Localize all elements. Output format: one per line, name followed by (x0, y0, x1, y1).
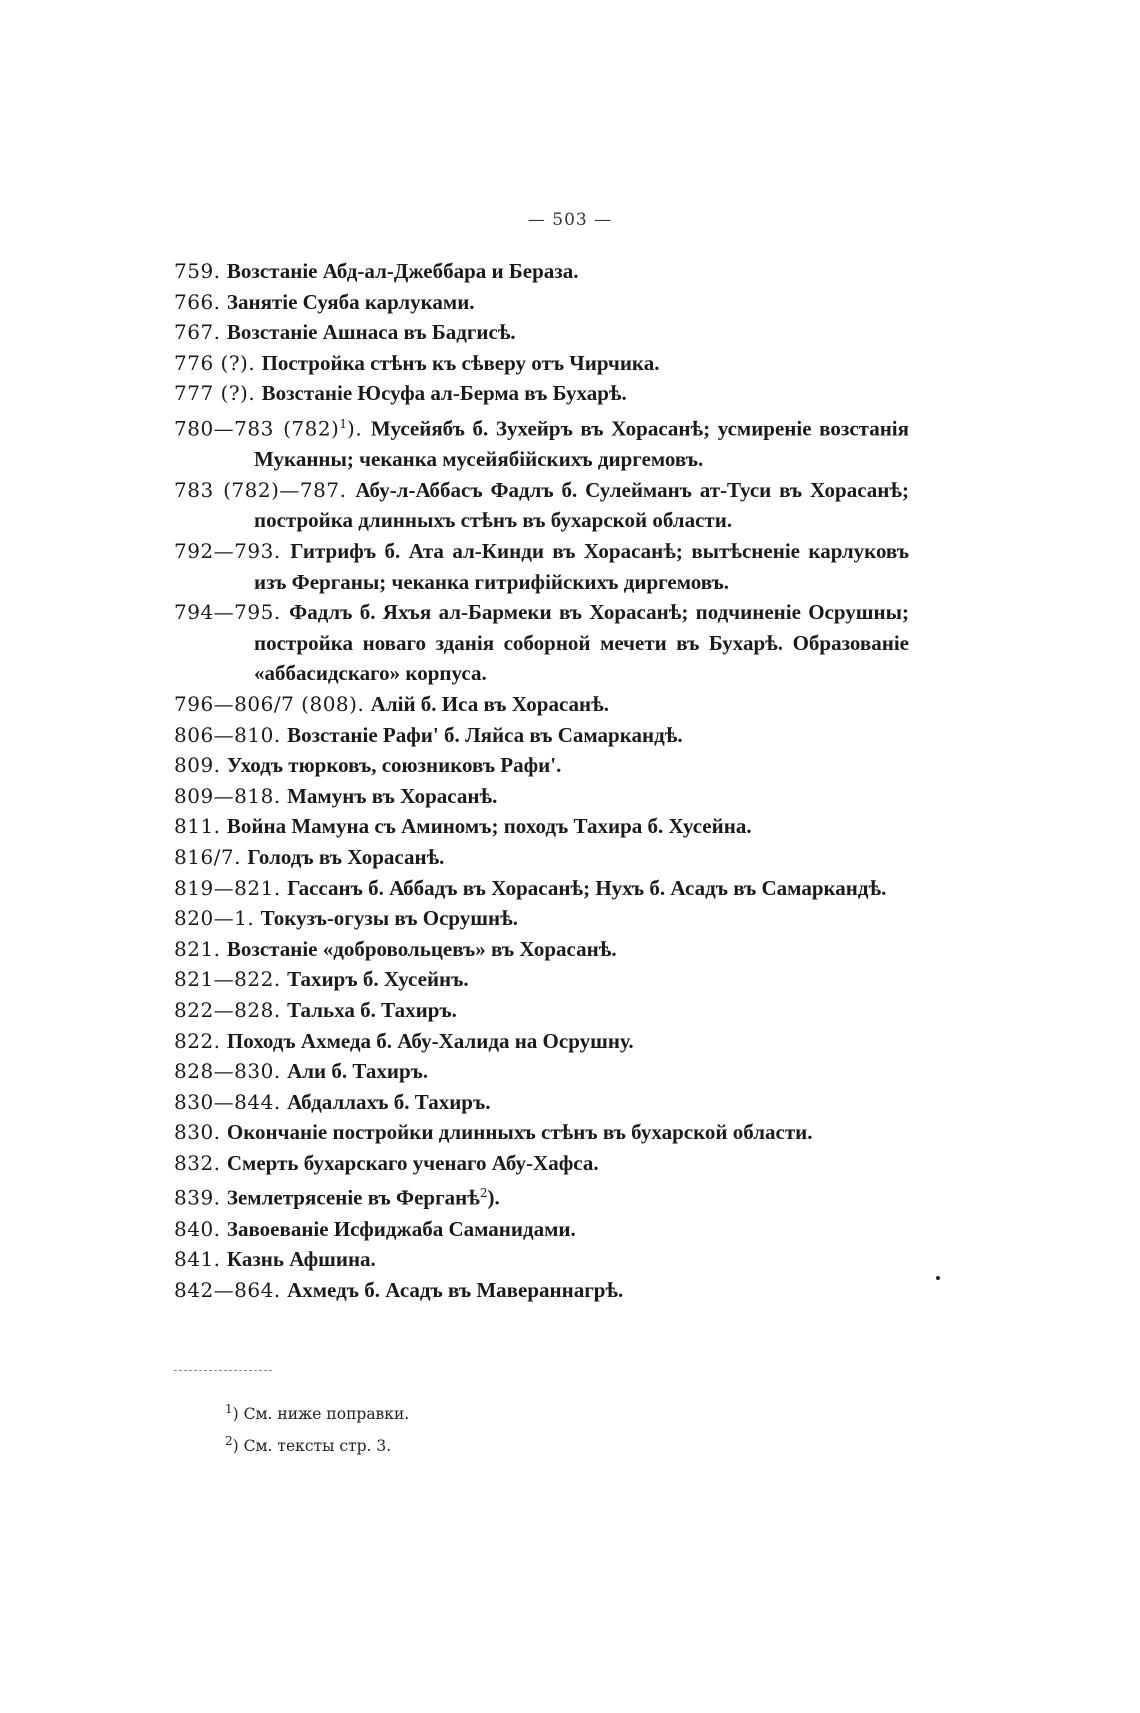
entry-text: Тахиръ б. Хусейнъ. (287, 967, 469, 992)
footnote (225, 1396, 409, 1428)
entry-text: Тальха б. Тахиръ. (287, 997, 457, 1022)
entry-text: Фадлъ б. Яхъя ал-Бармеки въ Хорасанѣ; подчиненіе Осрушны; постройка новаго зданія соборной мечети въ Бухарѣ. Образованіе «аббасидскаго» корпуса. (254, 600, 909, 686)
chronology-entry (174, 781, 909, 812)
entry-text: Занятіе Суяба карлуками. (226, 289, 475, 314)
entry-year: 816/7. (174, 844, 241, 869)
entry-text: Абдаллахъ б. Тахиръ. (287, 1089, 491, 1114)
entry-text: Землетрясеніе въ Ферганѣ (226, 1186, 480, 1211)
entry-year: 792—793. (174, 539, 281, 563)
entry-year: 776 (?). (174, 350, 256, 375)
chronology-entry (174, 1117, 909, 1148)
footnote-separator (174, 1370, 272, 1371)
entry-text: Завоеваніе Исфиджаба Саманидами. (226, 1216, 576, 1241)
entry-text: Алій б. Иса въ Хорасанѣ. (370, 691, 610, 716)
entry-year: 830. (174, 1120, 221, 1145)
chronology-entry (174, 409, 909, 475)
entry-year: 839. (174, 1186, 221, 1211)
entry-text: Гассанъ б. Аббадъ въ Хорасанѣ; Нухъ б. Асадъ въ Самаркандѣ. (287, 875, 887, 900)
entry-year: 819—821. (174, 875, 281, 900)
chronology-entry (174, 1026, 909, 1057)
chronology-entry (174, 317, 909, 348)
entry-text: Окончаніе постройки длинныхъ стѣнъ въ бухарской области. (226, 1120, 813, 1145)
chronology-entry (174, 475, 909, 536)
footnote-ref: 2 (479, 1186, 488, 1201)
chronology-entry (174, 536, 909, 597)
chronology-entry (174, 1056, 909, 1087)
entry-text: Мамунъ въ Хорасанѣ. (287, 783, 498, 808)
footnote (225, 1428, 409, 1460)
entry-year: 780—783 (782) (174, 416, 340, 441)
entry-year: 828—830. (174, 1059, 281, 1084)
entry-text: Ахмедъ б. Асадъ въ Мавераннагрѣ. (287, 1277, 624, 1302)
footnote-mark: 2 (225, 1434, 233, 1449)
entry-year: 806—810. (174, 722, 281, 747)
entry-year: 821. (174, 936, 221, 961)
entry-text: Возстаніе Юсуфа ал-Берма въ Бухарѣ. (261, 381, 627, 406)
chronology-entry (174, 842, 909, 873)
entry-year: 767. (174, 320, 221, 345)
entry-text: Возстаніе Рафи' б. Ляйса въ Самаркандѣ. (287, 722, 683, 747)
footnote-text: ) См. тексты стр. 3. (232, 1437, 392, 1456)
entry-text-suffix: ). (487, 1186, 500, 1211)
entry-text: Возстаніе Ашнаса въ Бадгисѣ. (226, 320, 516, 345)
chronology-entry (174, 1178, 909, 1213)
chronology-entry (174, 1214, 909, 1245)
entry-text: Али б. Тахиръ. (287, 1059, 429, 1084)
entry-text: Походъ Ахмеда б. Абу-Халида на Осрушну. (226, 1028, 634, 1053)
footnote-text: ) См. ниже поправки. (232, 1405, 410, 1424)
entry-year: 796—806/7 (808). (174, 691, 365, 716)
chronology-entry (174, 689, 909, 720)
entry-year: 777 (?). (174, 381, 256, 406)
entry-year-suffix: ). (347, 416, 363, 441)
entry-text: Возстаніе Абд-ал-Джеббара и Бераза. (226, 259, 579, 283)
entry-year: 842—864. (174, 1277, 281, 1302)
chronology-entry (174, 1275, 909, 1306)
chronology-entry (174, 995, 909, 1026)
entry-year: 840. (174, 1216, 221, 1241)
entry-year: 766. (174, 289, 221, 314)
entry-text: Возстаніе «добровольцевъ» въ Хорасанѣ. (226, 936, 617, 961)
entry-text: Токузъ-огузы въ Осрушнѣ. (260, 906, 518, 931)
entry-year: 820—1. (174, 906, 255, 931)
entry-year: 832. (174, 1150, 221, 1175)
chronology-list (174, 256, 909, 1306)
chronology-entry (174, 597, 909, 689)
chronology-entry (174, 811, 909, 842)
chronology-entry (174, 287, 909, 318)
footnote-mark: 1 (225, 1402, 233, 1416)
entry-text: Постройка стѣнъ къ сѣверу отъ Чирчика. (261, 350, 660, 375)
chronology-entry (174, 903, 909, 934)
entry-year: 759. (174, 259, 221, 283)
chronology-entry (174, 964, 909, 995)
entry-year: 821—822. (174, 967, 281, 992)
footnote-ref: 1 (339, 416, 348, 431)
page-number: — 503 — (527, 210, 613, 230)
entry-text: Казнь Афшина. (226, 1247, 376, 1272)
footnotes (225, 1396, 409, 1460)
entry-text: Гитрифъ б. Ата ал-Кинди въ Хорасанѣ; вытѣсненіе карлуковъ изъ Ферганы; чеканка гитрифійскихъ диргемовъ. (254, 539, 909, 594)
chronology-entry (174, 348, 909, 379)
entry-text: Война Мамуна съ Аминомъ; походъ Тахира б. Хусейна. (226, 814, 752, 839)
chronology-entry (174, 378, 909, 409)
entry-text: Мусейябъ б. Зухейръ въ Хорасанѣ; усмиреніе возстанія Муканны; чеканка мусейябійскихъ диргемовъ. (254, 416, 910, 472)
entry-year: 822—828. (174, 997, 281, 1022)
entry-year: 809. (174, 753, 221, 778)
print-speck (936, 1276, 940, 1280)
chronology-entry (174, 1244, 909, 1275)
entry-year: 841. (174, 1247, 221, 1272)
chronology-entry (174, 1087, 909, 1118)
chronology-entry (174, 873, 909, 904)
entry-year: 783 (782)—787. (174, 477, 347, 502)
chronology-entry (174, 1148, 909, 1179)
chronology-entry (174, 256, 909, 287)
entry-text: Абу-л-Аббасъ Фадлъ б. Сулейманъ ат-Туси въ Хорасанѣ; постройка длинныхъ стѣнъ въ бухарской области. (254, 477, 909, 533)
chronology-entry (174, 720, 909, 751)
entry-year: 809—818. (174, 783, 281, 808)
chronology-entry (174, 934, 909, 965)
chronology-entry (174, 750, 909, 781)
entry-year: 830—844. (174, 1089, 281, 1114)
entry-year: 794—795. (174, 600, 281, 625)
entry-text: Голодъ въ Хорасанѣ. (247, 844, 445, 869)
entry-text: Смерть бухарскаго ученаго Абу-Хафса. (226, 1150, 599, 1175)
entry-year: 822. (174, 1028, 221, 1053)
entry-text: Уходъ тюрковъ, союзниковъ Рафи'. (226, 753, 562, 778)
entry-year: 811. (174, 814, 221, 839)
